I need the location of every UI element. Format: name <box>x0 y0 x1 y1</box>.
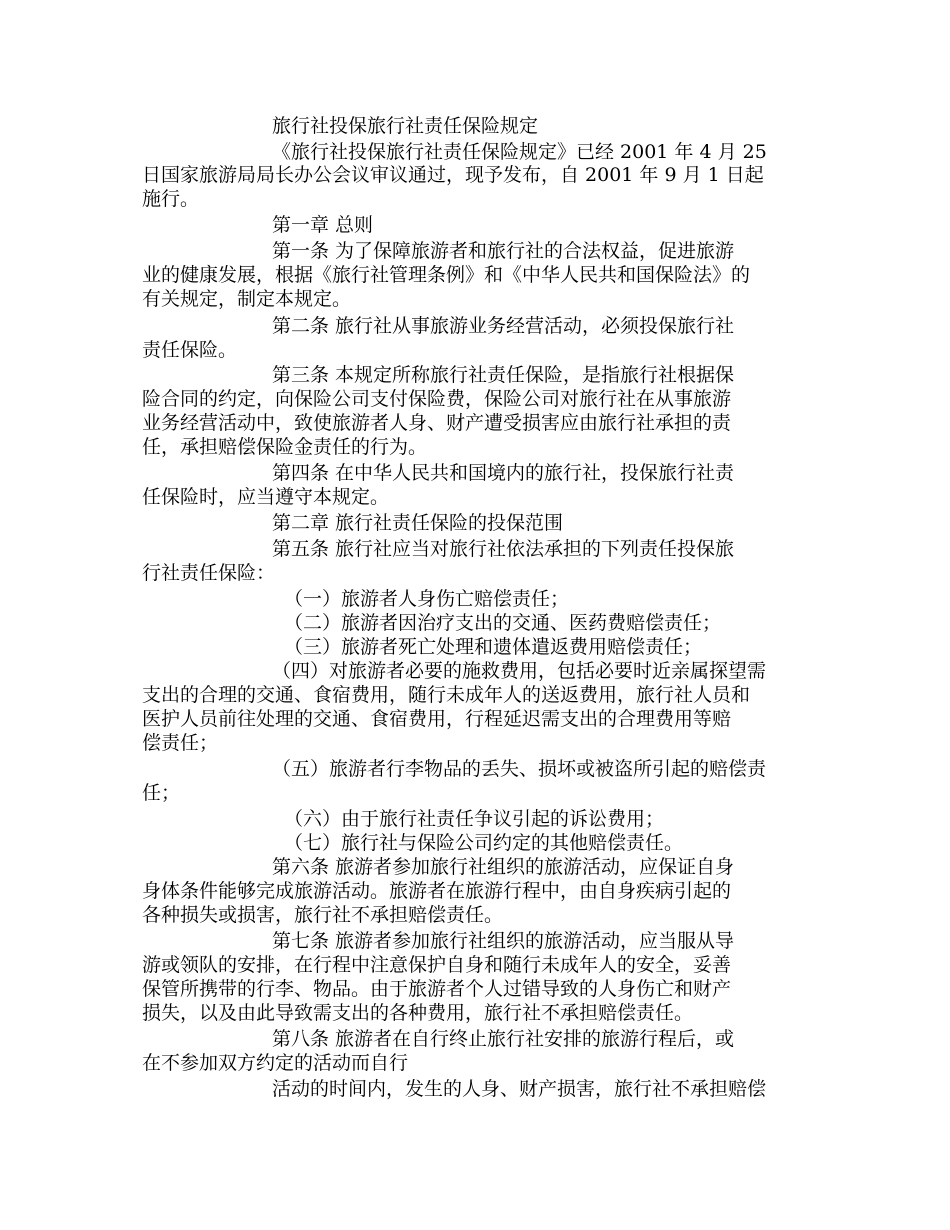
text-line: 各种损失或损害，旅行社不承担赔偿责任。 <box>142 904 504 926</box>
text-line: 偿责任； <box>142 732 219 754</box>
text-line: 行社责任保险： <box>142 562 276 584</box>
text-line: 活动的时间内，发生的人身、财产损害，旅行社不承担赔偿 <box>272 1078 767 1100</box>
list-item: （七）旅行社与保险公司约定的其他赔偿责任。 <box>284 832 684 854</box>
list-item: （三）旅游者死亡处理和遗体遣返费用赔偿责任； <box>284 636 703 658</box>
text-line: 任保险时，应当遵守本规定。 <box>142 486 390 508</box>
document-title: 旅行社投保旅行社责任保险规定 <box>272 115 539 137</box>
text-line: 业的健康发展，根据《旅行社管理条例》和《中华人民共和国保险法》的 <box>142 264 751 286</box>
list-item: （四）对旅游者必要的施救费用，包括必要时近亲属探望需 <box>272 660 767 682</box>
text-line: 在不参加双方约定的活动而自行 <box>142 1052 409 1074</box>
text-line: 游或领队的安排，在行程中注意保护自身和随行未成年人的安全，妥善 <box>142 954 732 976</box>
text-line: 第六条 旅游者参加旅行社组织的旅游活动，应保证自身 <box>272 856 735 878</box>
text-line: 第一条 为了保障旅游者和旅行社的合法权益，促进旅游 <box>272 240 735 262</box>
text-line: 第八条 旅游者在自行终止旅行社安排的旅游行程后，或 <box>272 1028 735 1050</box>
chapter-heading: 第一章 总则 <box>272 214 374 236</box>
text-line: 《旅行社投保旅行社责任保险规定》已经 2001 年 4 月 25 <box>272 141 767 163</box>
text-line: 施行。 <box>142 188 200 210</box>
list-item: （五）旅游者行李物品的丢失、损坏或被盗所引起的赔偿责 <box>272 758 767 780</box>
text-line: 第七条 旅游者参加旅行社组织的旅游活动，应当服从导 <box>272 930 735 952</box>
text-line: 业务经营活动中，致使旅游者人身、财产遭受损害应由旅行社承担的责 <box>142 412 732 434</box>
list-item: （二）旅游者因治疗支出的交通、医药费赔偿责任； <box>284 612 722 634</box>
text-line: 第三条 本规定所称旅行社责任保险，是指旅行社根据保 <box>272 364 735 386</box>
text-line: 责任保险。 <box>142 339 238 361</box>
text-line: 险合同的约定，向保险公司支付保险费，保险公司对旅行社在从事旅游 <box>142 388 732 410</box>
text-line: 任，承担赔偿保险金责任的行为。 <box>142 436 428 458</box>
list-item: （一）旅游者人身伤亡赔偿责任； <box>284 588 570 610</box>
text-line: 日国家旅游局局长办公会议审议通过，现予发布，自 2001 年 9 月 1 日起 <box>142 164 764 186</box>
chapter-heading: 第二章 旅行社责任保险的投保范围 <box>272 512 564 534</box>
text-line: 身体条件能够完成旅游活动。旅游者在旅游行程中，由自身疾病引起的 <box>142 880 732 902</box>
text-line: 第二条 旅行社从事旅游业务经营活动，必须投保旅行社 <box>272 315 735 337</box>
text-line: 支出的合理的交通、食宿费用，随行未成年人的送返费用，旅行社人员和 <box>142 684 751 706</box>
text-line: 第四条 在中华人民共和国境内的旅行社，投保旅行社责 <box>272 462 735 484</box>
text-line: 任； <box>142 782 181 804</box>
text-line: 医护人员前往处理的交通、食宿费用，行程延迟需支出的合理费用等赔 <box>142 708 732 730</box>
text-line: 损失，以及由此导致需支出的各种费用，旅行社不承担赔偿责任。 <box>142 1002 694 1024</box>
list-item: （六）由于旅行社责任争议引起的诉讼费用； <box>284 808 665 830</box>
text-line: 保管所携带的行李、物品。由于旅游者个人过错导致的人身伤亡和财产 <box>142 978 732 1000</box>
text-line: 有关规定，制定本规定。 <box>142 288 352 310</box>
text-line: 第五条 旅行社应当对旅行社依法承担的下列责任投保旅 <box>272 538 735 560</box>
